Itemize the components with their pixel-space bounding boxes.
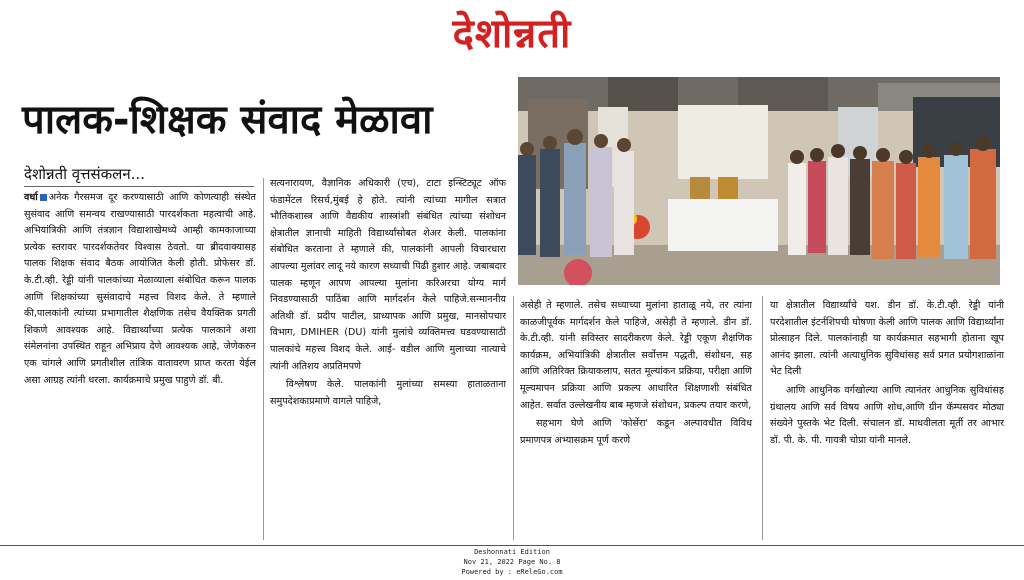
byline: देशोन्नती वृत्तसंकलन... [24, 165, 145, 183]
column-3-paragraph: सहभाग घेणे आणि 'कोर्सेरा' कडून अल्पावधीत विविध प्रमाणपत्र अभ्यासक्रम पूर्ण करणे [520, 418, 752, 446]
group-photo-illustration [518, 77, 1000, 285]
article-column-4 [770, 298, 1004, 449]
column-3-paragraph: असेही ते म्हणाले. तसेच सध्याच्या मुलांना हाताळू नये, तर त्यांना काळजीपूर्वक मार्गदर्शन केले पाहिजे, असेही ते म्हणाले. डीन डॉ. के.टी.व्ही. यांनी सविस्तर सादरीकरण केले. रेड्डी एकूण शैक्षणिक कार्यक्रम, अभियांत्रिकी क्षेत्रातील सर्वोत्तम पद्धती, संशोधन, सह आणि अतिरिक्त क्रियाकलाप, सतत मूल्यांकन प्रक्रिया, परीक्षा आणि मूल्यमापन प्रक्रिया आणि प्रकल्प आधारित शिक्षणाशी संबंधित आहेत. सर्वात उल्लेखनीय बाब म्हणजे संशोधन, प्रकल्प तयार करणे, [520, 300, 752, 411]
article-column-2 [270, 176, 506, 410]
dateline-marker-icon [40, 194, 47, 201]
column-1-paragraph [24, 190, 256, 389]
column-divider [762, 296, 763, 540]
article-column-3 [520, 298, 752, 449]
footer-divider [0, 545, 1024, 546]
column-4-paragraph: या क्षेत्रातील विद्यार्थ्यांचे यश. डीन डॉ. के.टी.व्ही. रेड्डी यांनी परदेशातील इंटर्नशिपची घोषणा केली आणि पालक आणि विद्यार्थ्यांना प्रोत्साहन दिले. पालकांनाही या कार्यक्रमात सहभागी होताना खूप आनंद झाला. त्यांनी अत्याधुनिक सुविधांसह सर्व प्रगत प्रयोगशाळांना भेट दिली [770, 300, 1004, 378]
column-divider [263, 178, 264, 540]
article-column-1 [24, 190, 256, 389]
column-2-paragraph: सत्यनारायण, वैज्ञानिक अधिकारी (एच), टाटा इन्स्टिट्यूट ऑफ फंडामेंटल रिसर्च,मुंबई हे होते. त्यांनी त्यांच्या मागील सत्रात भौतिकशास्त्र आणि वैद्यकीय शास्त्रांशी संबंधित त्यांच्या संशोधन क्षेत्रातील ज्ञानाची माहिती विद्यार्थ्यांसोबत शेअर केली. पालकांना संबोधित करताना ते म्हणाले की, पालकांनी आपली विचारधारा आपल्या मुलांवर लादू नये कारण सध्याची पिढी हुशार आहे. जबाबदार पालक म्हणून आपण आपल्या मुलांना करिअरचा योग्य मार्ग निवडण्यासाठी पाठिंबा आणि मार्गदर्शन केले पाहिजे.सन्माननीय अतिथी डॉ. प्रदीप पाटील, प्राध्यापक आणि प्रमुख, मानसोपचार विभाग, DMIHER (DU) यांनी मुलांचे व्यक्तिमत्त्व घडवण्यासाठी पालकांचे महत्त्व विशद केले. आई- वडील आणि मुलाच्या नात्याचे त्यांनी अतिशय अप्रतिमपणे [270, 178, 506, 372]
article-headline: पालक-शिक्षक संवाद मेळावा [22, 97, 433, 143]
column-2-paragraph: विश्लेषण केले. पालकांनी मुलांच्या समस्या हाताळताना समुपदेशकाप्रमाणे वागले पाहिजे, [270, 379, 506, 407]
byline-divider [24, 186, 254, 187]
deshonnati-logo: देशोन्नती [452, 11, 572, 57]
dateline: वर्धा [24, 192, 38, 203]
column-4-paragraph: आणि आधुनिक वर्गखोल्या आणि त्यानंतर आधुनिक सुविधांसह ग्रंथालय आणि सर्व विषय आणि शोध,आणि ग्रीन कॅम्पसवर मोठ्या संख्येने पुस्तके भेट दिली. संचालन डॉ. माधवीलता मूर्ती तर आभार डॉ. पी. के. पी. गायत्री चोप्रा यांनी मानले. [770, 384, 1004, 446]
masthead [0, 2, 1024, 66]
edition-date-page: Nov 21, 2022 Page No. 8 [463, 558, 561, 566]
powered-by: Powered by : eReleGo.com [461, 568, 563, 576]
column-1-text: अनेक गैरसमज दूर करण्यासाठी आणि कोणत्याही संस्थेत सुसंवाद आणि समन्वय राखण्यासाठी पारदर्शकता महत्वाची आहे. अभियांत्रिकी आणि तंत्रज्ञान विद्याशाखेमध्ये आम्ही कामकाजाच्या प्रत्येक स्तरावर पारदर्शकतेवर विश्वास ठेवतो. या ब्रीदवाक्यासह पालक शिक्षक संवाद बैठक आयोजित केली होती. प्रोफेसर डॉ. के.टी.व्ही. रेड्डी यांनी पालकांच्या मेळाव्याला संबोधित करून पालक आणि शिक्षकांच्या सुसंवादाचे महत्त्व विशद केले. ते म्हणाले की,पालकांनी त्यांच्या प्रभागातील शैक्षणिक तसेच वैयक्तिक प्रगती शिकणे आवश्यक आहे. विद्यार्थ्यांच्या प्रत्येक पालकाने अशा संमेलनांना उपस्थित राहून अभिप्राय देणे आवश्यक आहे, जेणेकरुन एक चांगले आणि प्रगतीशील तांत्रिक वातावरण प्राप्त करता येईल असा आग्रह त्यांनी धरला. कार्यक्रमाचे प्रमुख पाहुणे डॉ. बी. [24, 192, 256, 386]
edition-name: Deshonnati Edition [474, 548, 550, 556]
event-group-photo [518, 77, 1000, 285]
edition-footer [0, 547, 1024, 580]
column-divider [513, 296, 514, 540]
